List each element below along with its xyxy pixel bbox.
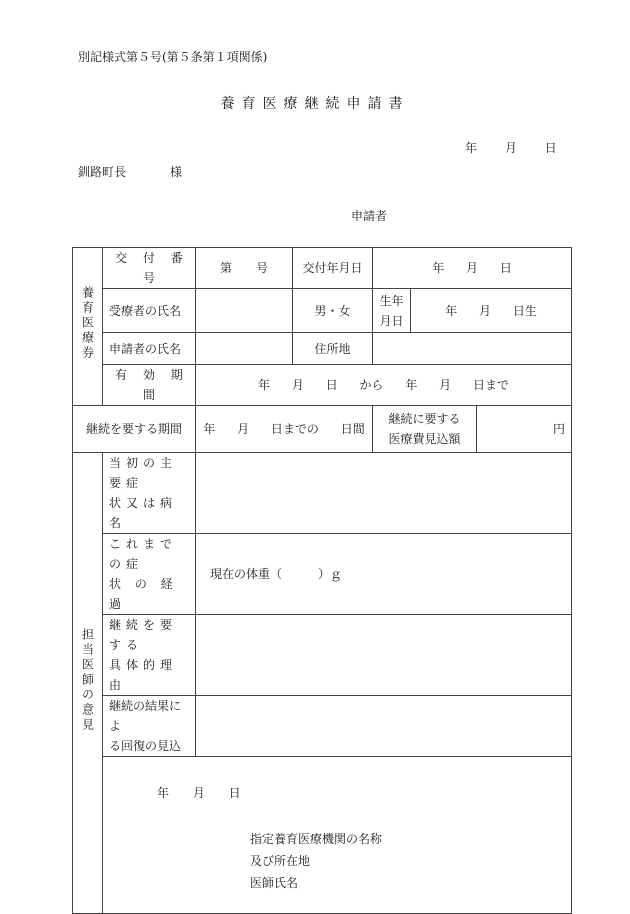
institution-name-label: 指定養育医療機関の名称 [250, 832, 383, 846]
issue-number-field[interactable]: 第 号 [196, 248, 293, 289]
reason-field[interactable] [196, 615, 572, 696]
sex-field[interactable]: 男・女 [293, 289, 373, 333]
signature-date[interactable]: 年 月 日 [157, 786, 241, 800]
patient-name-label: 受療者の氏名 [103, 289, 196, 333]
symptoms-field[interactable] [196, 453, 572, 534]
institution-address-label: 及び所在地 [250, 854, 311, 868]
applicant-name-field[interactable] [196, 333, 293, 365]
continuation-period-field[interactable]: 年 月 日までの 日間 [196, 406, 373, 453]
applicant-label: 申請者 [351, 209, 388, 223]
address-label: 住所地 [293, 333, 373, 365]
validity-period-label: 有 効 期 間 [103, 365, 196, 406]
addressee-honorific: 様 [170, 165, 183, 179]
application-form-table [72, 247, 572, 914]
doctor-name-label: 医師氏名 [250, 876, 299, 890]
document-title: 養育医療継続申請書 [220, 96, 410, 112]
recovery-prospect-label: 継続の結果によ る回復の見込 [103, 696, 196, 757]
birth-date-field[interactable]: 年 月 日生 [411, 289, 572, 333]
birth-date-label: 生年 月日 [373, 289, 411, 333]
current-weight-text: 現在の体重（ ）ｇ [210, 567, 343, 581]
addressee-name: 釧路町長 [78, 165, 127, 179]
doctor-opinion-section-label: 担当医師の意見 [73, 453, 103, 914]
progress-label: これまでの症 状 の 経 過 [103, 534, 196, 615]
form-number: 別記様式第５号(第５条第１項関係) [78, 50, 268, 64]
application-date[interactable]: 年 月 日 [465, 141, 557, 155]
continuation-period-label: 継続を要する期間 [73, 406, 196, 453]
certificate-section-label: 養育医療券 [73, 248, 103, 406]
recovery-prospect-field[interactable] [196, 696, 572, 757]
issue-date-field[interactable]: 年 月 日 [373, 248, 572, 289]
applicant-name-label: 申請者の氏名 [103, 333, 196, 365]
issue-number-label: 交 付 番 号 [103, 248, 196, 289]
validity-period-field[interactable]: 年 月 日 から 年 月 日まで [196, 365, 572, 406]
symptoms-label: 当初の主要症 状又は病名 [103, 453, 196, 534]
patient-name-field[interactable] [196, 289, 293, 333]
doctor-signature-area[interactable] [103, 757, 572, 914]
estimated-cost-label: 継続に要する 医療費見込額 [373, 406, 477, 453]
reason-label: 継続を要する 具体的理由 [103, 615, 196, 696]
address-field[interactable] [373, 333, 572, 365]
issue-date-label: 交付年月日 [293, 248, 373, 289]
progress-field[interactable] [196, 534, 572, 615]
estimated-cost-field[interactable]: 円 [477, 406, 572, 453]
addressee [78, 163, 182, 180]
